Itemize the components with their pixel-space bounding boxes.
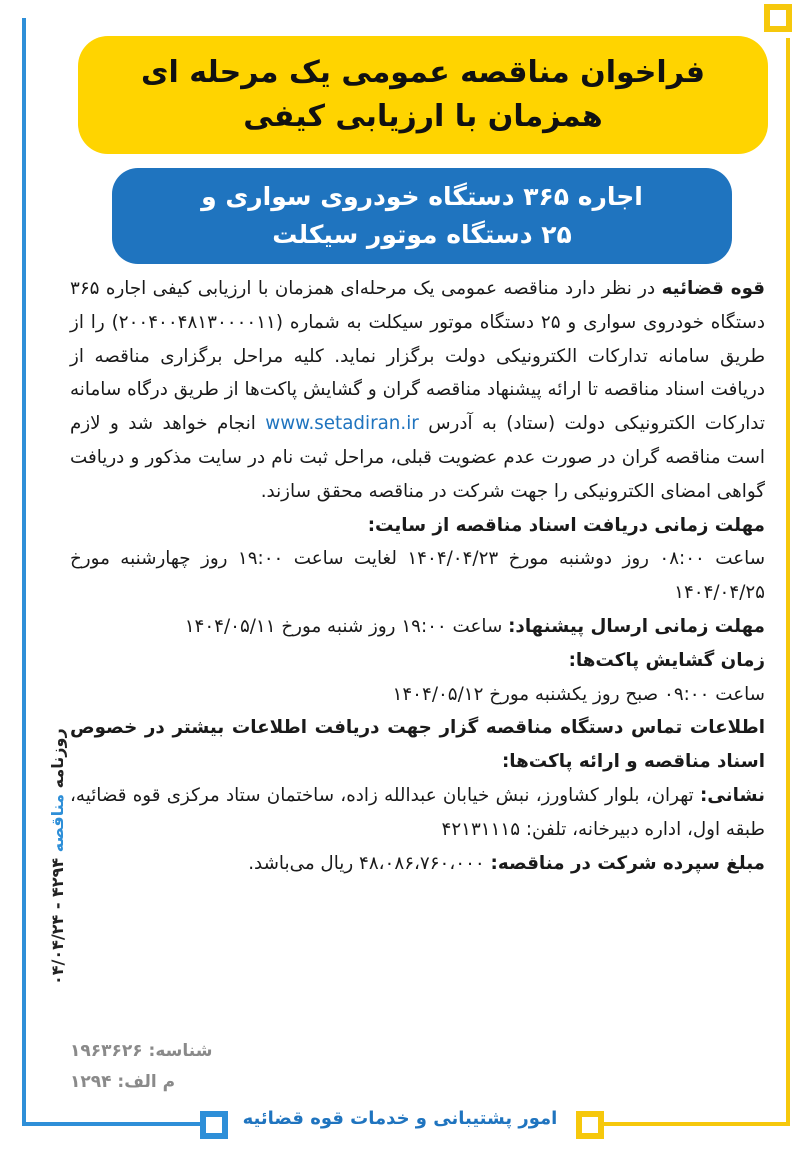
title-line-2: همزمان با ارزیابی کیفی [243, 99, 603, 134]
docs-deadline-text: ساعت ۰۸:۰۰ روز دوشنبه مورخ ۱۴۰۴/۰۴/۲۳ لغایت ساعت ۱۹:۰۰ روز چهارشنبه مورخ ۱۴۰۴/۰۴/۲۵ [70, 548, 766, 604]
opening-text: ساعت ۰۹:۰۰ صبح روز یکشنبه مورخ ۱۴۰۴/۰۵/۱۲ [392, 683, 765, 705]
frame-right-border [786, 38, 790, 1122]
org-name: قوه قضائیه [661, 278, 765, 299]
intro-text-continued: انجام خواهد شد و لازم است مناقصه گران در صورت عدم عضویت قبلی، مراحل ثبت نام در سایت مذکور و دریافت گواهی امضای الکترونیکی را جهت شرکت در مناقصه محقق سازند. [70, 413, 765, 502]
title-line-1: فراخوان مناقصه عمومی یک مرحله ای [140, 55, 705, 90]
opening-heading: زمان گشایش پاکت‌ها: [568, 649, 765, 671]
title-banner [78, 36, 768, 154]
corner-square-bottom-left [200, 1111, 228, 1139]
newspaper-prefix: روزنامه [48, 728, 67, 789]
subtitle-line-1: اجاره ۳۶۵ دستگاه خودروی سواری و [201, 182, 643, 211]
corner-square-bottom-right [576, 1111, 604, 1139]
newspaper-logo: مناقصه [48, 793, 67, 853]
submit-deadline-paragraph [70, 610, 765, 644]
subtitle-line-2: ۲۵ دستگاه موتور سیکلت [272, 220, 572, 249]
corner-square-top-right [764, 4, 792, 32]
newspaper-side-label [48, 728, 67, 985]
deposit-paragraph [70, 847, 765, 881]
frame-bottom-blue-border [22, 1122, 202, 1126]
frame-left-border [22, 18, 26, 1126]
setad-url-link[interactable]: www.setadiran.ir [265, 413, 419, 435]
intro-text: در نظر دارد مناقصه عمومی یک مرحله‌ای همزمان با ارزیابی کیفی اجاره ۳۶۵ دستگاه خودروی سواری و ۲۵ دستگاه موتور سیکلت به شماره (۲۰۰۴۰۰۴۸۱۳۰۰۰۰۱۱) را از طریق سامانه تدارکات الکترونیکی دولت برگزار نماید. کلیه مراحل برگزاری مناقصه از دریافت اسناد مناقصه تا ارائه پیشنهاد مناقصه گران و گشایش پاکت‌ها از طریق درگاه سامانه تدارکات الکترونیکی دولت (ستاد) به آدرس [70, 278, 766, 435]
deposit-text: ۴۸،۰۸۶،۷۶۰،۰۰۰ ریال می‌باشد. [248, 852, 485, 874]
deposit-label: مبلغ سپرده شرکت در مناقصه: [490, 852, 765, 874]
id-block [70, 1036, 270, 1098]
newspaper-issue: ۴۲۹۴ - ۰۴/۰۴/۲۴ [48, 857, 67, 985]
address-text: تهران، بلوار کشاورز، نبش خیابان عبدالله زاده، ساختمان ستاد مرکزی قوه قضائیه، طبقه اول، اداره دبیرخانه، تلفن: ۴۲۱۳۱۱۱۵ [70, 784, 765, 840]
docs-deadline-heading: مهلت زمانی دریافت اسناد مناقصه از سایت: [367, 514, 765, 536]
shenase-id: شناسه: ۱۹۶۳۶۲۶ [70, 1041, 213, 1061]
address-paragraph [70, 779, 765, 847]
intro-paragraph [70, 272, 765, 509]
subtitle-banner [112, 168, 732, 264]
frame-bottom-yellow-border [580, 1122, 790, 1126]
footer-org: امور پشتیبانی و خدمات قوه قضائیه [242, 1108, 558, 1129]
submit-deadline-label: مهلت زمانی ارسال پیشنهاد: [508, 615, 765, 637]
contact-heading: اطلاعات تماس دستگاه مناقصه گزار جهت دریافت اطلاعات بیشتر در خصوص اسناد مناقصه و ارائه پاکت‌ها: [70, 717, 765, 773]
mim-alef-id: م الف: ۱۲۹۴ [70, 1072, 176, 1092]
notice-body [70, 272, 765, 880]
submit-deadline-text: ساعت ۱۹:۰۰ روز شنبه مورخ ۱۴۰۴/۰۵/۱۱ [184, 615, 503, 637]
address-label: نشانی: [700, 784, 766, 806]
